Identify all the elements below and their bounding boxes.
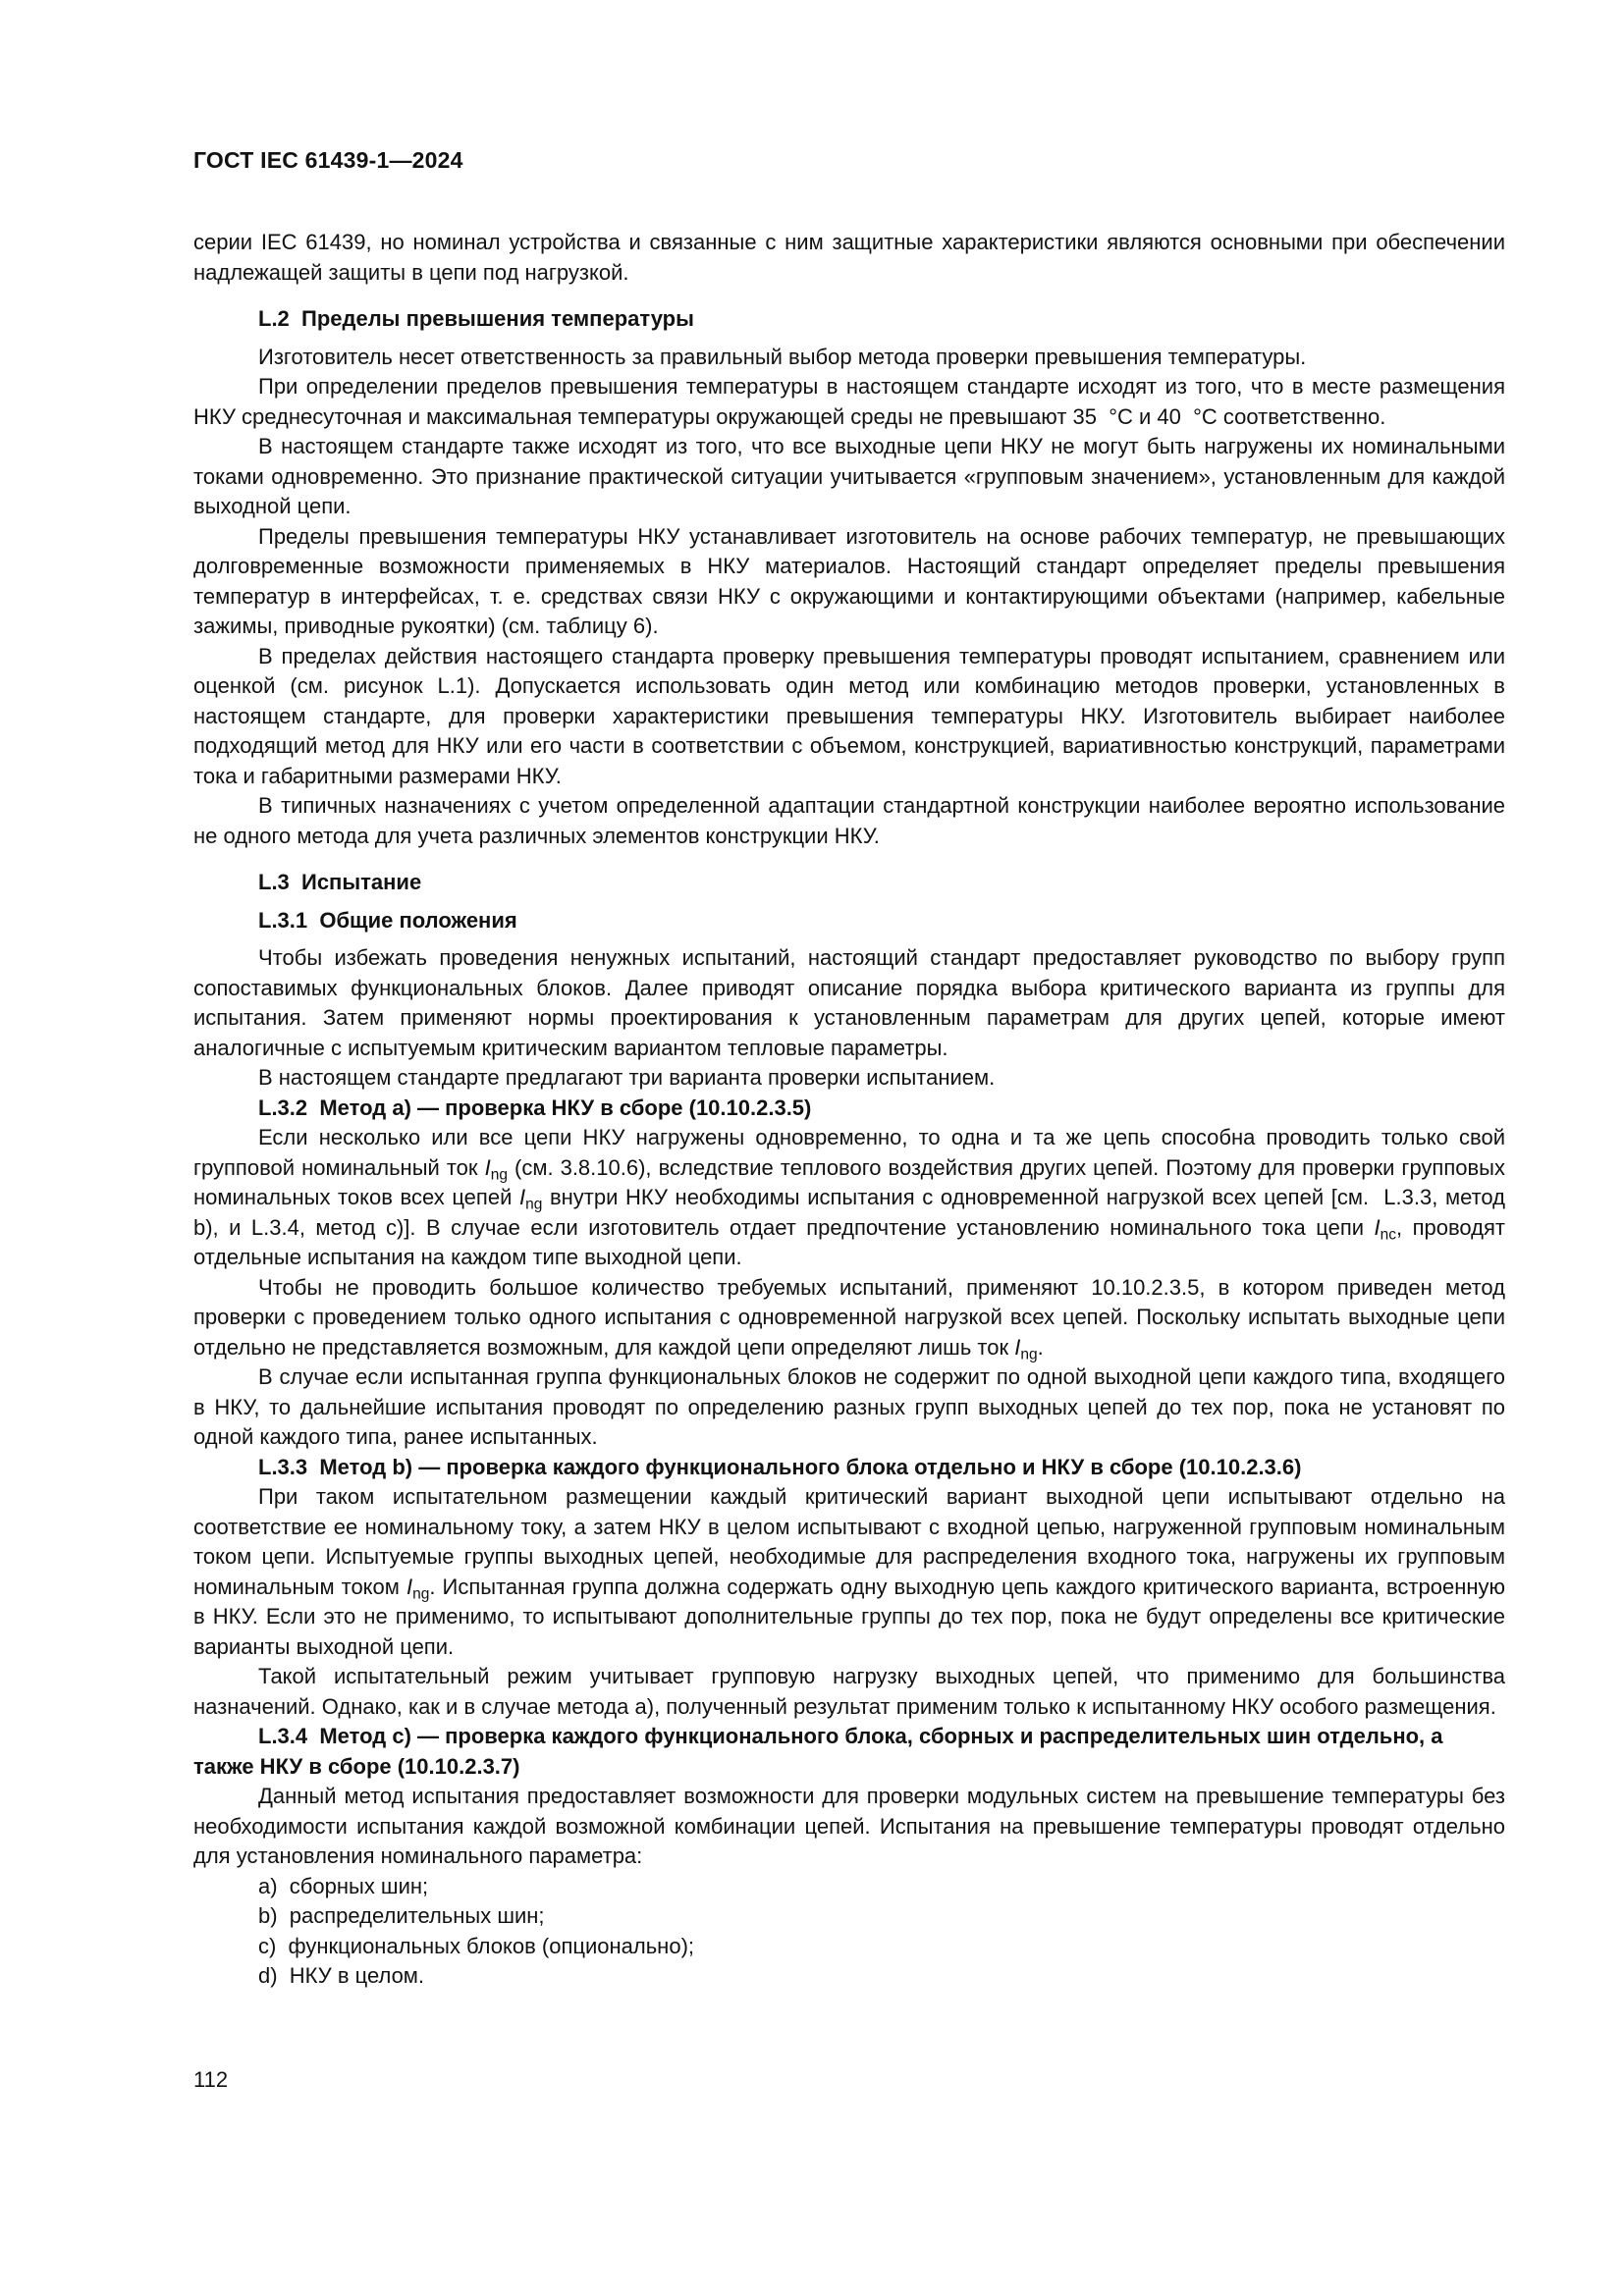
page-number: 112 [193, 2067, 229, 2092]
paragraph: В пределах действия настоящего стандарта проверку превышения температуры проводят испытанием, сравнением или оценкой (см. рисунок L.1). Допускается использовать один метод или комбинацию методов проверки, установленных в настоящем стандарте, для проверки характеристики превышения температуры НКУ. Изготовитель выбирает наиболее подходящий метод для НКУ или его части в соответствии с объемом, конструкцией, вариативностью конструкций, параметрами тока и габаритными размерами НКУ. [193, 643, 1505, 788]
paragraph: При определении пределов превышения температуры в настоящем стандарте исходят из того, что в месте размещения НКУ среднесуточная и максимальная температуры окружающей среды не превышают 35 °С и 40 °С соответственно. [193, 374, 1505, 429]
paragraph: Такой испытательный режим учитывает групповую нагрузку выходных цепей, что применимо для большинства назначений. Однако, как и в случае метода a), полученный результат применим только к испытанному НКУ особого размещения. [193, 1664, 1505, 1719]
paragraph: Если несколько или все цепи НКУ нагружены одновременно, то одна и та же цепь способна проводить только свой групповой номинальный ток $I_{ng}$ (см. 3.8.10.6), вследствие теплового воздействия других цепей. Поэтому для проверки групповых номинальных токов всех цепей $I_{ng}$ внутри НКУ необходимы испытания с одновременной нагрузкой всех цепей [см. L.3.3, метод b), и L.3.4, метод c)]. В случае если изготовитель отдает предпочтение установлению номинального тока цепи $I_{nc}$, проводят отдельные испытания на каждом типе выходной цепи. [193, 1125, 1505, 1269]
paragraph: В случае если испытанная группа функциональных блоков не содержит по одной выходной цепи каждого типа, входящего в НКУ, то дальнейшие испытания проводят по определению разных групп выходных цепей до тех пор, пока не установят по одной каждого типа, ранее испытанных. [193, 1364, 1505, 1449]
paragraph: В настоящем стандарте предлагают три варианта проверки испытанием. [258, 1065, 996, 1090]
document-body [193, 228, 1505, 1992]
document-header: ГОСТ IEC 61439-1—2024 [193, 147, 463, 173]
section-heading: L.3.3 Метод b) — проверка каждого функционального блока отдельно и НКУ в сборе (10.10.2.3.6) [258, 1454, 1302, 1479]
paragraph: Данный метод испытания предоставляет возможности для проверки модульных систем на превышение температуры без необходимости испытания каждой возможной комбинации цепей. Испытания на превышение температуры проводят отдельно для установления номинального параметра: [193, 1784, 1505, 1868]
paragraph: серии IEC 61439, но номинал устройства и связанные с ним защитные характеристики являются основными при обеспечении надлежащей защиты в цепи под нагрузкой. [193, 230, 1505, 285]
paragraph: В настоящем стандарте также исходят из того, что все выходные цепи НКУ не могут быть нагружены их номинальными токами одновременно. Это признание практической ситуации учитывается «групповым значением», установленным для каждой выходной цепи. [193, 434, 1505, 518]
section-heading: L.3 Испытание [258, 870, 422, 894]
paragraph: В типичных назначениях с учетом определенной адаптации стандартной конструкции наиболее вероятно использование не одного метода для учета различных элементов конструкции НКУ. [193, 793, 1505, 848]
list-item: b) распределительных шин; [258, 1903, 545, 1928]
paragraph: При таком испытательном размещении каждый критический вариант выходной цепи испытывают отдельно на соответствие ее номинальному току, а затем НКУ в целом испытывают с входной цепью, нагруженной групповым номинальным током цепи. Испытуемые группы выходных цепей, необходимые для распределения входного тока, нагружены их групповым номинальным током $I_{ng}$. Испытанная группа должна содержать одну выходную цепь каждого критического варианта, встроенную в НКУ. Если это не применимо, то испытывают дополнительные группы до тех пор, пока не будут определены все критические варианты выходной цепи. [193, 1484, 1506, 1659]
paragraph: Пределы превышения температуры НКУ устанавливает изготовитель на основе рабочих температур, не превышающих долговременные возможности применяемых в НКУ материалов. Настоящий стандарт определяет пределы превышения температур в интерфейсах, т. е. средствах связи НКУ с окружающими и контактирующими объектами (например, кабельные зажимы, приводные рукоятки) (см. таблицу 6). [193, 523, 1505, 638]
section-heading: L.3.4 Метод c) — проверка каждого функционального блока, сборных и распределительных шин отдельно, а также НКУ в сборе (10.10.2.3.7) [193, 1724, 1443, 1779]
section-heading: L.3.1 Общие положения [258, 907, 517, 933]
section-heading: L.3.2 Метод a) — проверка НКУ в сборе (10.10.2.3.5) [258, 1095, 812, 1120]
section-heading: L.2 Пределы превышения температуры [258, 306, 694, 331]
paragraph: Чтобы избежать проведения ненужных испытаний, настоящий стандарт предоставляет руководство по выбору групп сопоставимых функциональных блоков. Далее приводят описание порядка выбора критического варианта из группы для испытания. Затем применяют нормы проектирования к установленным параметрам для других цепей, которые имеют аналогичные с испытуемым критическим вариантом тепловые параметры. [193, 945, 1505, 1060]
list-item: d) НКУ в целом. [258, 1963, 425, 1988]
list-item: a) сборных шин; [258, 1873, 429, 1898]
list-item: c) функциональных блоков (опционально); [258, 1933, 695, 1958]
paragraph: Чтобы не проводить большое количество требуемых испытаний, применяют 10.10.2.3.5, в котором приведен метод проверки с проведением только одного испытания с одновременной нагрузкой всех цепей. Поскольку испытать выходные цепи отдельно не представляется возможным, для каждой цепи определяют лишь ток $I_{ng}$. [193, 1274, 1505, 1363]
paragraph: Изготовитель несет ответственность за правильный выбор метода проверки превышения температуры. [258, 344, 1307, 369]
